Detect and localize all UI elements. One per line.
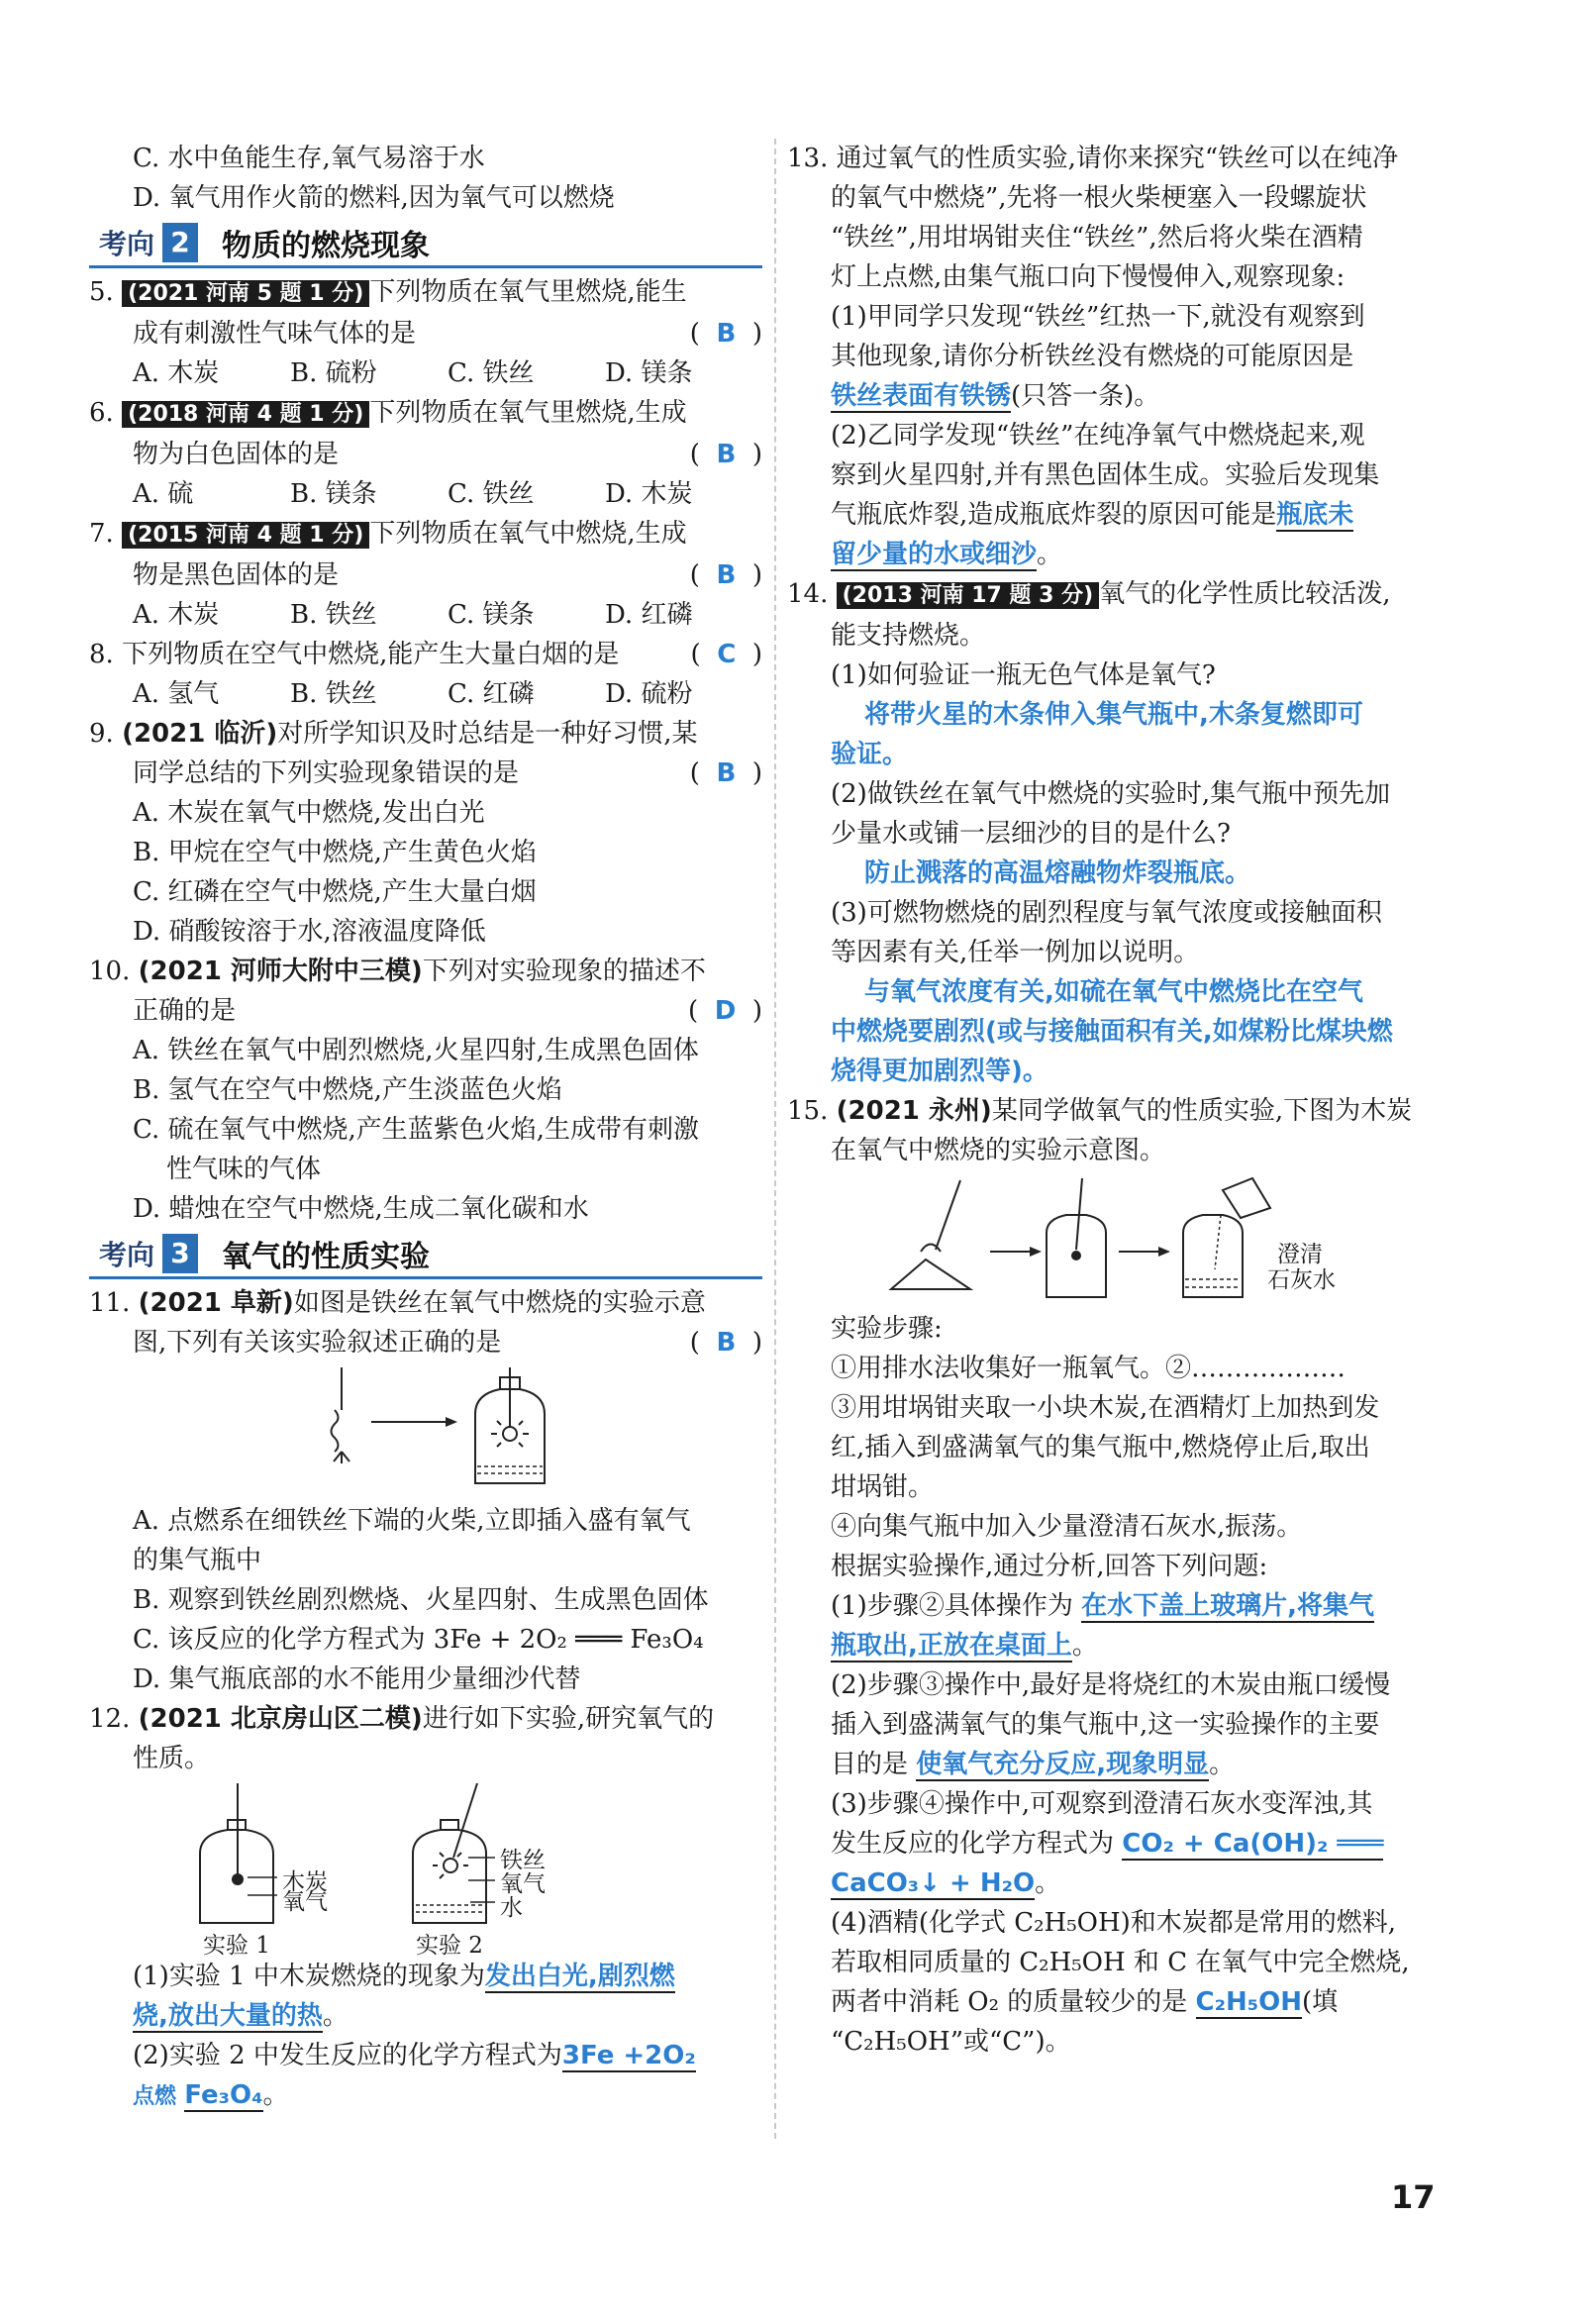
q10-option-c: C. 硫在氧气中燃烧,产生蓝紫色火焰,生成带有刺激	[133, 1115, 700, 1145]
q15-source: (2021 永州)	[836, 1096, 992, 1126]
q5-answer: B	[716, 319, 737, 349]
q15-p4e: “C₂H₅OH”或“C”)。	[831, 2027, 1071, 2057]
q12-answer2: 3Fe +2O₂	[561, 2041, 696, 2070]
q15-line2: 在氧气中燃烧的实验示意图。	[831, 1136, 1166, 1165]
section-tag: 考向	[99, 1239, 155, 1271]
label-charcoal: 木炭	[282, 1869, 328, 1895]
q11-answer-bracket: ( B )	[689, 1328, 762, 1358]
q13-p2-line1: (2)乙同学发现“铁丝”在纯净氧气中燃烧起来,观	[831, 421, 1365, 451]
q6-answer: B	[716, 440, 737, 469]
q10-option-b: B. 氢气在空气中燃烧,产生淡蓝色火焰	[133, 1075, 562, 1105]
q7-answer: B	[716, 560, 737, 590]
q5-line2: 成有刺激性气味气体的是 ( B )	[89, 314, 762, 353]
q11-option-c: C. 该反应的化学方程式为 3Fe + 2O₂ ═══ Fe₃O₄	[133, 1625, 704, 1655]
label-limewater-2: 石灰水	[1267, 1267, 1336, 1293]
q15-p3b: 发生反应的化学方程式为 CO₂ + Ca(OH)₂ ═══	[831, 1829, 1384, 1859]
q11-source: (2021 阜新)	[138, 1288, 294, 1318]
q12-part2-cont: 点燃 Fe₃O₄。	[133, 2080, 289, 2110]
q14-answer3-cont1: 中燃烧要剧烈(或与接触面积有关,如煤粉比煤块燃	[831, 1017, 1393, 1047]
q5-answer-bracket: ( B )	[689, 319, 762, 349]
q12-figure	[89, 1778, 762, 1957]
label-limewater-1: 澄清	[1277, 1242, 1323, 1267]
q8-line1: 8. 下列物质在空气中燃烧,能产生大量白烟的是 ( C )	[89, 635, 762, 674]
q9-answer-bracket: ( B )	[689, 758, 762, 788]
q13-line4: 灯上点燃,由集气瓶口向下慢慢伸入,观察现象:	[831, 262, 1346, 292]
label-water: 水	[500, 1895, 523, 1921]
label-experiment-2: 实验 2	[416, 1933, 483, 1959]
q15-steps-title: 实验步骤:	[831, 1314, 943, 1344]
q14-source: (2013 河南 17 题 3 分)	[837, 582, 1100, 609]
q6-line2: 物为白色固体的是 ( B )	[89, 435, 762, 474]
q12-line1: 12. (2021 北京房山区二模)进行如下实验,研究氧气的	[89, 1704, 715, 1734]
q8-options: A. 氢气 B. 铁丝 C. 红磷 D. 硫粉	[133, 679, 693, 709]
q15-answer3-cont: CaCO₃↓ + H₂O。	[831, 1868, 1061, 1898]
iron-wire-jar-diagram	[89, 1362, 762, 1501]
left-column	[89, 139, 762, 2117]
label-oxygen-2: 氧气	[500, 1871, 546, 1897]
label-oxygen-1: 氧气	[282, 1889, 328, 1915]
q10-option-a: A. 铁丝在氧气中剧烈燃烧,火星四射,生成黑色固体	[133, 1036, 699, 1065]
q13-line2: 的氧气中燃烧”,先将一根火柴梗塞入一段螺旋状	[831, 183, 1367, 213]
q14-line1: 14. (2013 河南 17 题 3 分) 氧气的化学性质比较活泼,	[787, 579, 1391, 609]
q15-answer3: CO₂ + Ca(OH)₂ ═══	[1122, 1829, 1384, 1859]
q9-option-a: A. 木炭在氧气中燃烧,发出白光	[133, 798, 485, 828]
q9-option-c: C. 红磷在空气中燃烧,产生大量白烟	[133, 877, 537, 907]
column-divider	[774, 139, 776, 2139]
q9-source: (2021 临沂)	[122, 719, 278, 749]
q8-answer: C	[717, 640, 737, 669]
q12-answer1: 发出白光,剧烈燃	[484, 1962, 675, 1991]
q14-line2: 能支持燃烧。	[831, 621, 986, 651]
q11-option-a: A. 点燃系在细铁丝下端的火柴,立即插入盛有氧气	[133, 1506, 691, 1536]
label-iron-wire: 铁丝	[500, 1848, 546, 1873]
q9-answer: B	[716, 758, 737, 788]
q12-source: (2021 北京房山区二模)	[138, 1704, 423, 1734]
section-number: 3	[162, 1234, 198, 1273]
q14-p1: (1)如何验证一瓶无色气体是氧气?	[831, 660, 1216, 690]
q15-step3c: 坩埚钳。	[831, 1472, 935, 1502]
q15-step3b: 红,插入到盛满氧气的集气瓶中,燃烧停止后,取出	[831, 1433, 1370, 1462]
q13-answer2: 瓶底未	[1276, 500, 1354, 530]
section-title: 氧气的性质实验	[222, 1240, 431, 1274]
right-column	[787, 139, 1460, 2062]
label-experiment-1: 实验 1	[203, 1933, 270, 1959]
q15-intro: 根据实验操作,通过分析,回答下列问题:	[831, 1552, 1268, 1581]
q7-line2: 物是黑色固体的是 ( B )	[89, 555, 762, 595]
section-tag: 考向	[99, 228, 155, 260]
q12-line2: 性质。	[133, 1744, 211, 1773]
q15-step1: ①用排水法收集好一瓶氧气。②………………	[831, 1354, 1347, 1383]
q9-option-d: D. 硝酸铵溶于水,溶液温度降低	[133, 917, 486, 947]
q8-answer-bracket: ( C )	[690, 640, 762, 669]
q10-answer: D	[714, 996, 737, 1026]
q10-answer-bracket: ( D )	[688, 996, 762, 1026]
q11-line1: 11. (2021 阜新)如图是铁丝在氧气中燃烧的实验示意	[89, 1288, 706, 1318]
q11-figure	[89, 1362, 762, 1501]
q14-answer3-cont2: 烧得更加剧烈等)。	[831, 1057, 1048, 1086]
q15-p2c: 目的是 使氧气充分反应,现象明显。	[831, 1750, 1236, 1779]
q10-line2: 正确的是 ( D )	[89, 991, 762, 1031]
q12-part2: (2)实验 2 中发生反应的化学方程式为3Fe +2O₂	[133, 2041, 696, 2070]
q14-answer3: 与氧气浓度有关,如硫在氧气中燃烧比在空气	[864, 977, 1363, 1007]
q15-answer2: 使氧气充分反应,现象明显	[916, 1750, 1210, 1779]
q15-p1: (1)步骤②具体操作为 在水下盖上玻璃片,将集气	[831, 1591, 1374, 1621]
q15-p2a: (2)步骤③操作中,最好是将烧红的木炭由瓶口缓慢	[831, 1670, 1391, 1700]
q15-p4a: (4)酒精(化学式 C₂H₅OH)和木炭都是常用的燃料,	[831, 1908, 1397, 1938]
q6-source: (2018 河南 4 题 1 分)	[122, 401, 369, 428]
q4-option-d: D. 氧气用作火箭的燃料,因为氧气可以燃烧	[133, 183, 615, 213]
q13-answer2-cont: 留少量的水或细沙。	[831, 540, 1063, 569]
section-number: 2	[162, 223, 198, 262]
q12-part1-cont: 烧,放出大量的热。	[133, 2001, 349, 2031]
section-header-2	[89, 220, 762, 268]
q13-answer1: 铁丝表面有铁锈	[831, 381, 1012, 411]
q14-answer1-cont: 验证。	[831, 740, 909, 769]
q15-step3a: ③用坩埚钳夹取一小块木炭,在酒精灯上加热到发	[831, 1393, 1380, 1423]
q15-line1: 15. (2021 永州)某同学做氧气的性质实验,下图为木炭	[787, 1096, 1413, 1126]
q10-source: (2021 河师大附中三模)	[138, 957, 423, 986]
q6-answer-bracket: ( B )	[689, 440, 762, 469]
q15-p4b: 若取相同质量的 C₂H₅OH 和 C 在氧气中完全燃烧,	[831, 1948, 1410, 1977]
charcoal-experiment-diagram	[787, 1170, 1460, 1309]
q15-step4: ④向集气瓶中加入少量澄清石灰水,振荡。	[831, 1512, 1303, 1542]
q10-option-d: D. 蜡烛在空气中燃烧,生成二氧化碳和水	[133, 1194, 589, 1224]
q11-line2: 图,下列有关该实验叙述正确的是 ( B )	[89, 1323, 762, 1362]
q9-line2: 同学总结的下列实验现象错误的是 ( B )	[89, 754, 762, 793]
q15-p4c: 两者中消耗 O₂ 的质量较少的是 C₂H₅OH(填	[831, 1987, 1339, 2017]
q12-part1: (1)实验 1 中木炭燃烧的现象为发出白光,剧烈燃	[133, 1962, 675, 1991]
q13-p2-line3: 气瓶底炸裂,造成瓶底炸裂的原因可能是瓶底未	[831, 500, 1354, 530]
q13-answer1-line: 铁丝表面有铁锈(只答一条)。	[831, 381, 1160, 411]
q10-option-c-cont: 性气味的气体	[166, 1155, 322, 1184]
q15-p2b: 插入到盛满氧气的集气瓶中,这一实验操作的主要	[831, 1710, 1380, 1740]
q9-line1: 9. (2021 临沂)对所学知识及时总结是一种好习惯,某	[89, 719, 698, 749]
q4-option-c: C. 水中鱼能生存,氧气易溶于水	[133, 144, 485, 173]
page-number: 17	[1391, 2178, 1436, 2216]
q10-line1: 10. (2021 河师大附中三模)下列对实验现象的描述不	[89, 957, 706, 986]
q14-answer2: 防止溅落的高温熔融物炸裂瓶底。	[864, 858, 1251, 888]
q9-option-b: B. 甲烷在空气中燃烧,产生黄色火焰	[133, 838, 537, 867]
q6-options: A. 硫 B. 镁条 C. 铁丝 D. 木炭	[133, 479, 693, 509]
q13-p2-line2: 察到火星四射,并有黑色固体生成。实验后发现集	[831, 460, 1380, 490]
q13-line5: (1)甲同学只发现“铁丝”红热一下,就没有观察到	[831, 302, 1365, 332]
q11-option-b: B. 观察到铁丝剧烈燃烧、火星四射、生成黑色固体	[133, 1585, 709, 1615]
q15-figure	[787, 1170, 1460, 1309]
q11-answer: B	[716, 1328, 737, 1358]
q11-option-d: D. 集气瓶底部的水不能用少量细沙代替	[133, 1664, 581, 1694]
q5-line1: 5. (2021 河南 5 题 1 分) 下列物质在氧气里燃烧,能生	[89, 277, 687, 307]
q13-line3: “铁丝”,用坩埚钳夹住“铁丝”,然后将火柴在酒精	[831, 223, 1363, 252]
q7-source: (2015 河南 4 题 1 分)	[122, 522, 369, 549]
q5-source: (2021 河南 5 题 1 分)	[122, 280, 369, 307]
q11-option-a-cont: 的集气瓶中	[133, 1546, 262, 1575]
q15-answer1-cont: 瓶取出,正放在桌面上。	[831, 1631, 1098, 1661]
q5-options: A. 木炭 B. 硫粉 C. 铁丝 D. 镁条	[133, 358, 693, 388]
section-header-3	[89, 1231, 762, 1279]
q14-p3b: 等因素有关,任举一例加以说明。	[831, 938, 1200, 967]
q15-p3a: (3)步骤④操作中,可观察到澄清石灰水变浑浊,其	[831, 1789, 1373, 1819]
q7-line1: 7. (2015 河南 4 题 1 分) 下列物质在氧气中燃烧,生成	[89, 519, 687, 549]
q14-answer1: 将带火星的木条伸入集气瓶中,木条复燃即可	[864, 700, 1363, 730]
q13-line1: 13. 通过氧气的性质实验,请你来探究“铁丝可以在纯净	[787, 144, 1399, 173]
q7-answer-bracket: ( B )	[689, 560, 762, 590]
q14-p3a: (3)可燃物燃烧的剧烈程度与氧气浓度或接触面积	[831, 898, 1382, 928]
q15-answer4: C₂H₅OH	[1195, 1987, 1303, 2017]
q14-p2a: (2)做铁丝在氧气中燃烧的实验时,集气瓶中预先加	[831, 779, 1391, 809]
section-title: 物质的燃烧现象	[222, 229, 431, 263]
q14-p2b: 少量水或铺一层细沙的目的是什么?	[831, 819, 1231, 849]
q13-line6: 其他现象,请你分析铁丝没有燃烧的可能原因是	[831, 342, 1354, 371]
q6-line1: 6. (2018 河南 4 题 1 分) 下列物质在氧气里燃烧,生成	[89, 398, 687, 428]
q7-options: A. 木炭 B. 铁丝 C. 镁条 D. 红磷	[133, 600, 693, 630]
q15-answer1: 在水下盖上玻璃片,将集气	[1081, 1591, 1374, 1621]
